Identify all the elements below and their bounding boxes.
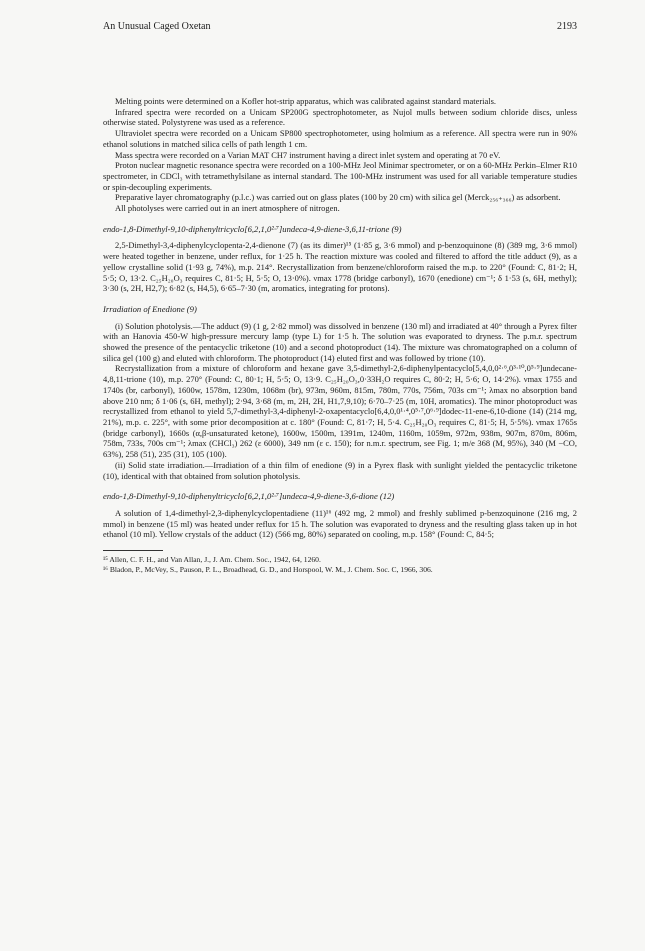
intro-paragraph-ultraviolet: Ultraviolet spectra were recorded on a Unicam SP800 spectrophotometer, using holmium as a reference. All spectra were run in 90% ethanol solutions in matched silica cells of path length 1 cm. [103,128,577,149]
running-header [103,21,577,33]
section-heading-compound-12: endo-1,8-Dimethyl-9,10-diphenyltricyclo[6,2,1,0²·⁷]undeca-4,9-diene-3,6-dione (12) [103,491,395,502]
running-title: An Unusual Caged Oxetan [103,21,211,32]
intro-paragraph-plc: Preparative layer chromatography (p.l.c.) was carried out on glass plates (100 by 20 cm) with silica gel (Merck₂₅₆₊₃₆₆) as adsorbent. [115,192,561,203]
paragraph-compound-12: A solution of 1,4-dimethyl-2,3-diphenylcyclopentadiene (11)¹⁶ (492 mg, 2 mmol) and freshly sublimed p-benzoquinone (216 mg, 2 mmol) in benzene (15 ml) was heated under reflux for 15 h. The solution was evaporated to dryness and the resulting glass taken up in hot ethanol (10 ml). Yellow crystals of the adduct (12) (566 mg, 80%) separated on cooling, m.p. 158° (Found: C, 84·5; [103,507,577,540]
footnote-rule [103,550,163,551]
section-heading-irradiation: Irradiation of Enedione (9) [103,303,197,314]
intro-paragraph-mass-spectra: Mass spectra were recorded on a Varian MAT CH7 instrument having a direct inlet system and operating at 70 eV. [115,149,501,160]
paragraph-solid-state: (ii) Solid state irradiation.—Irradiation of a thin film of enedione (9) in a Pyrex flask with sunlight yielded the pentacyclic triketone (10), identical with that obtained from solution photolysis. [103,459,577,481]
section-heading-compound-9: endo-1,8-Dimethyl-9,10-diphenyltricyclo[6,2,1,0²·⁷]undeca-4,9-diene-3,6,11-trione (9) [103,223,402,234]
footnote-15: ¹⁵ Allen, C. F. H., and Van Allan, J., J. Am. Chem. Soc., 1942, 64, 1260. [103,555,321,565]
paragraph-solution-photolysis: (i) Solution photolysis.—The adduct (9) (1 g, 2·82 mmol) was dissolved in benzene (130 ml) and irradiated at 40° through a Pyrex filter with an Hanovia 450-W high-pressure mercury lamp (type L) for 1·5 h. The solution was evaporated to dryness. The p.m.r. spectrum showed the presence of the pentacyclic triketone (10) and a second photoproduct (14). The mixture was chromatographed on a column of silica gel (100 g) and eluted with chloroform. The photoproduct (14) eluted first and was followed by trione (10). [103,320,577,363]
page-number: 2193 [557,21,577,32]
paragraph-recrystallization: Recrystallization from a mixture of chloroform and hexane gave 3,5-dimethyl-2,6-diphenylpentacyclo[5,4,0,0²·⁶,0³·¹⁰,0⁵·⁹]undecane-4,8,11-trione (10), m.p. 270° (Found: C, 80·1; H, 5·5; O, 13·9. C₂₅H₂₀O₃,0·33H₂O requires C, 80·2; H, 5·6; O, 14·2%). νmax 1755 and 1740s (br, carbonyl), 1600w, 1578m, 1230m, 1068m (br), 973m, 960m, 815m, 780m, 770s, 756m, 703s cm⁻¹; λmax no absorption band above 210 nm; δ 1·06 (s, 6H, methyl); 2·94, 3·68 (m, m, 2H, 2H, H1,7,9,10); 6·70–7·25 (m, 10H, aromatics). The minor photoproduct was recrystallized from ethanol to yield 5,7-dimethyl-3,4-diphenyl-2-oxapentacyclo[6,4,0,0¹·⁴,0⁵·⁷,0⁶·⁹]dodec-11-ene-6,10-dione (14) (214 mg, 21%), m.p. c. 225°, with some prior decomposition at c. 180° (Found: C, 81·7; H, 5·4. C₂₅H₂₀O₃ requires C, 81·5; H, 5·5%). νmax 1765s (bridge carbonyl), 1660s (α,β-unsaturated ketone), 1600w, 1500m, 1391m, 1240m, 1160m, 1059m, 972m, 938m, 907m, 870m, 806m, 758m, 733s, 700s cm⁻¹; λmax (CHCl₃) 262 (ε 6000), 349 nm (ε c. 150); for n.m.r. spectrum, see Fig. 1; m/e 368 (M, 95%), 340 (M −CO, 63%), 258 (51), 235 (31), 105 (100). [103,363,577,460]
intro-paragraph-nmr: Proton nuclear magnetic resonance spectra were recorded on a 100-MHz Jeol Minimar spectrometer, or on a 60-MHz Perkin–Elmer R10 spectrometer, in CDCl₃ with tetramethylsilane as internal standard. The 100-MHz instrument was used for all variable temperature studies or spin-decoupling experiments. [103,160,577,192]
paragraph-compound-9: 2,5-Dimethyl-3,4-diphenylcyclopenta-2,4-dienone (7) (as its dimer)¹⁵ (1·85 g, 3·6 mmol) and p-benzoquinone (8) (389 mg, 3·6 mmol) were heated together in benzene, under reflux, for 1·25 h. The reaction mixture was cooled and filtered to afford the title adduct (9), as a yellow crystalline solid (1·93 g, 74%), m.p. 214°. Recrystallization from benzene/chloroform raised the m.p. to 220° (Found: C, 81·2; H, 5·5; O, 13·2. C₂₅H₂₀O₃ requires C, 81·5; H, 5·5; O, 13·0%). νmax 1778 (bridge carbonyl), 1670 (enedione) cm⁻¹; δ 1·53 (s, 6H, methyl); 3·30 (s, 2H, H2,7); 6·82 (s, H4,5), 6·65–7·30 (m, aromatics, integrating for protons). [103,240,577,294]
article-body [103,96,577,575]
intro-paragraph-photolyses: All photolyses were carried out in an inert atmosphere of nitrogen. [115,203,340,214]
intro-paragraph-melting-points: Melting points were determined on a Kofler hot-strip apparatus, which was calibrated against standard materials. [115,96,496,106]
intro-paragraph-infrared: Infrared spectra were recorded on a Unicam SP200G spectrophotometer, as Nujol mulls between sodium chloride discs, unless otherwise stated. Polystyrene was used as a reference. [103,106,577,128]
footnote-16: ¹⁶ Bladon, P., McVey, S., Pauson, P. L., Broadhead, G. D., and Horspool, W. M., J. Chem. Soc. C, 1966, 306. [103,565,433,575]
